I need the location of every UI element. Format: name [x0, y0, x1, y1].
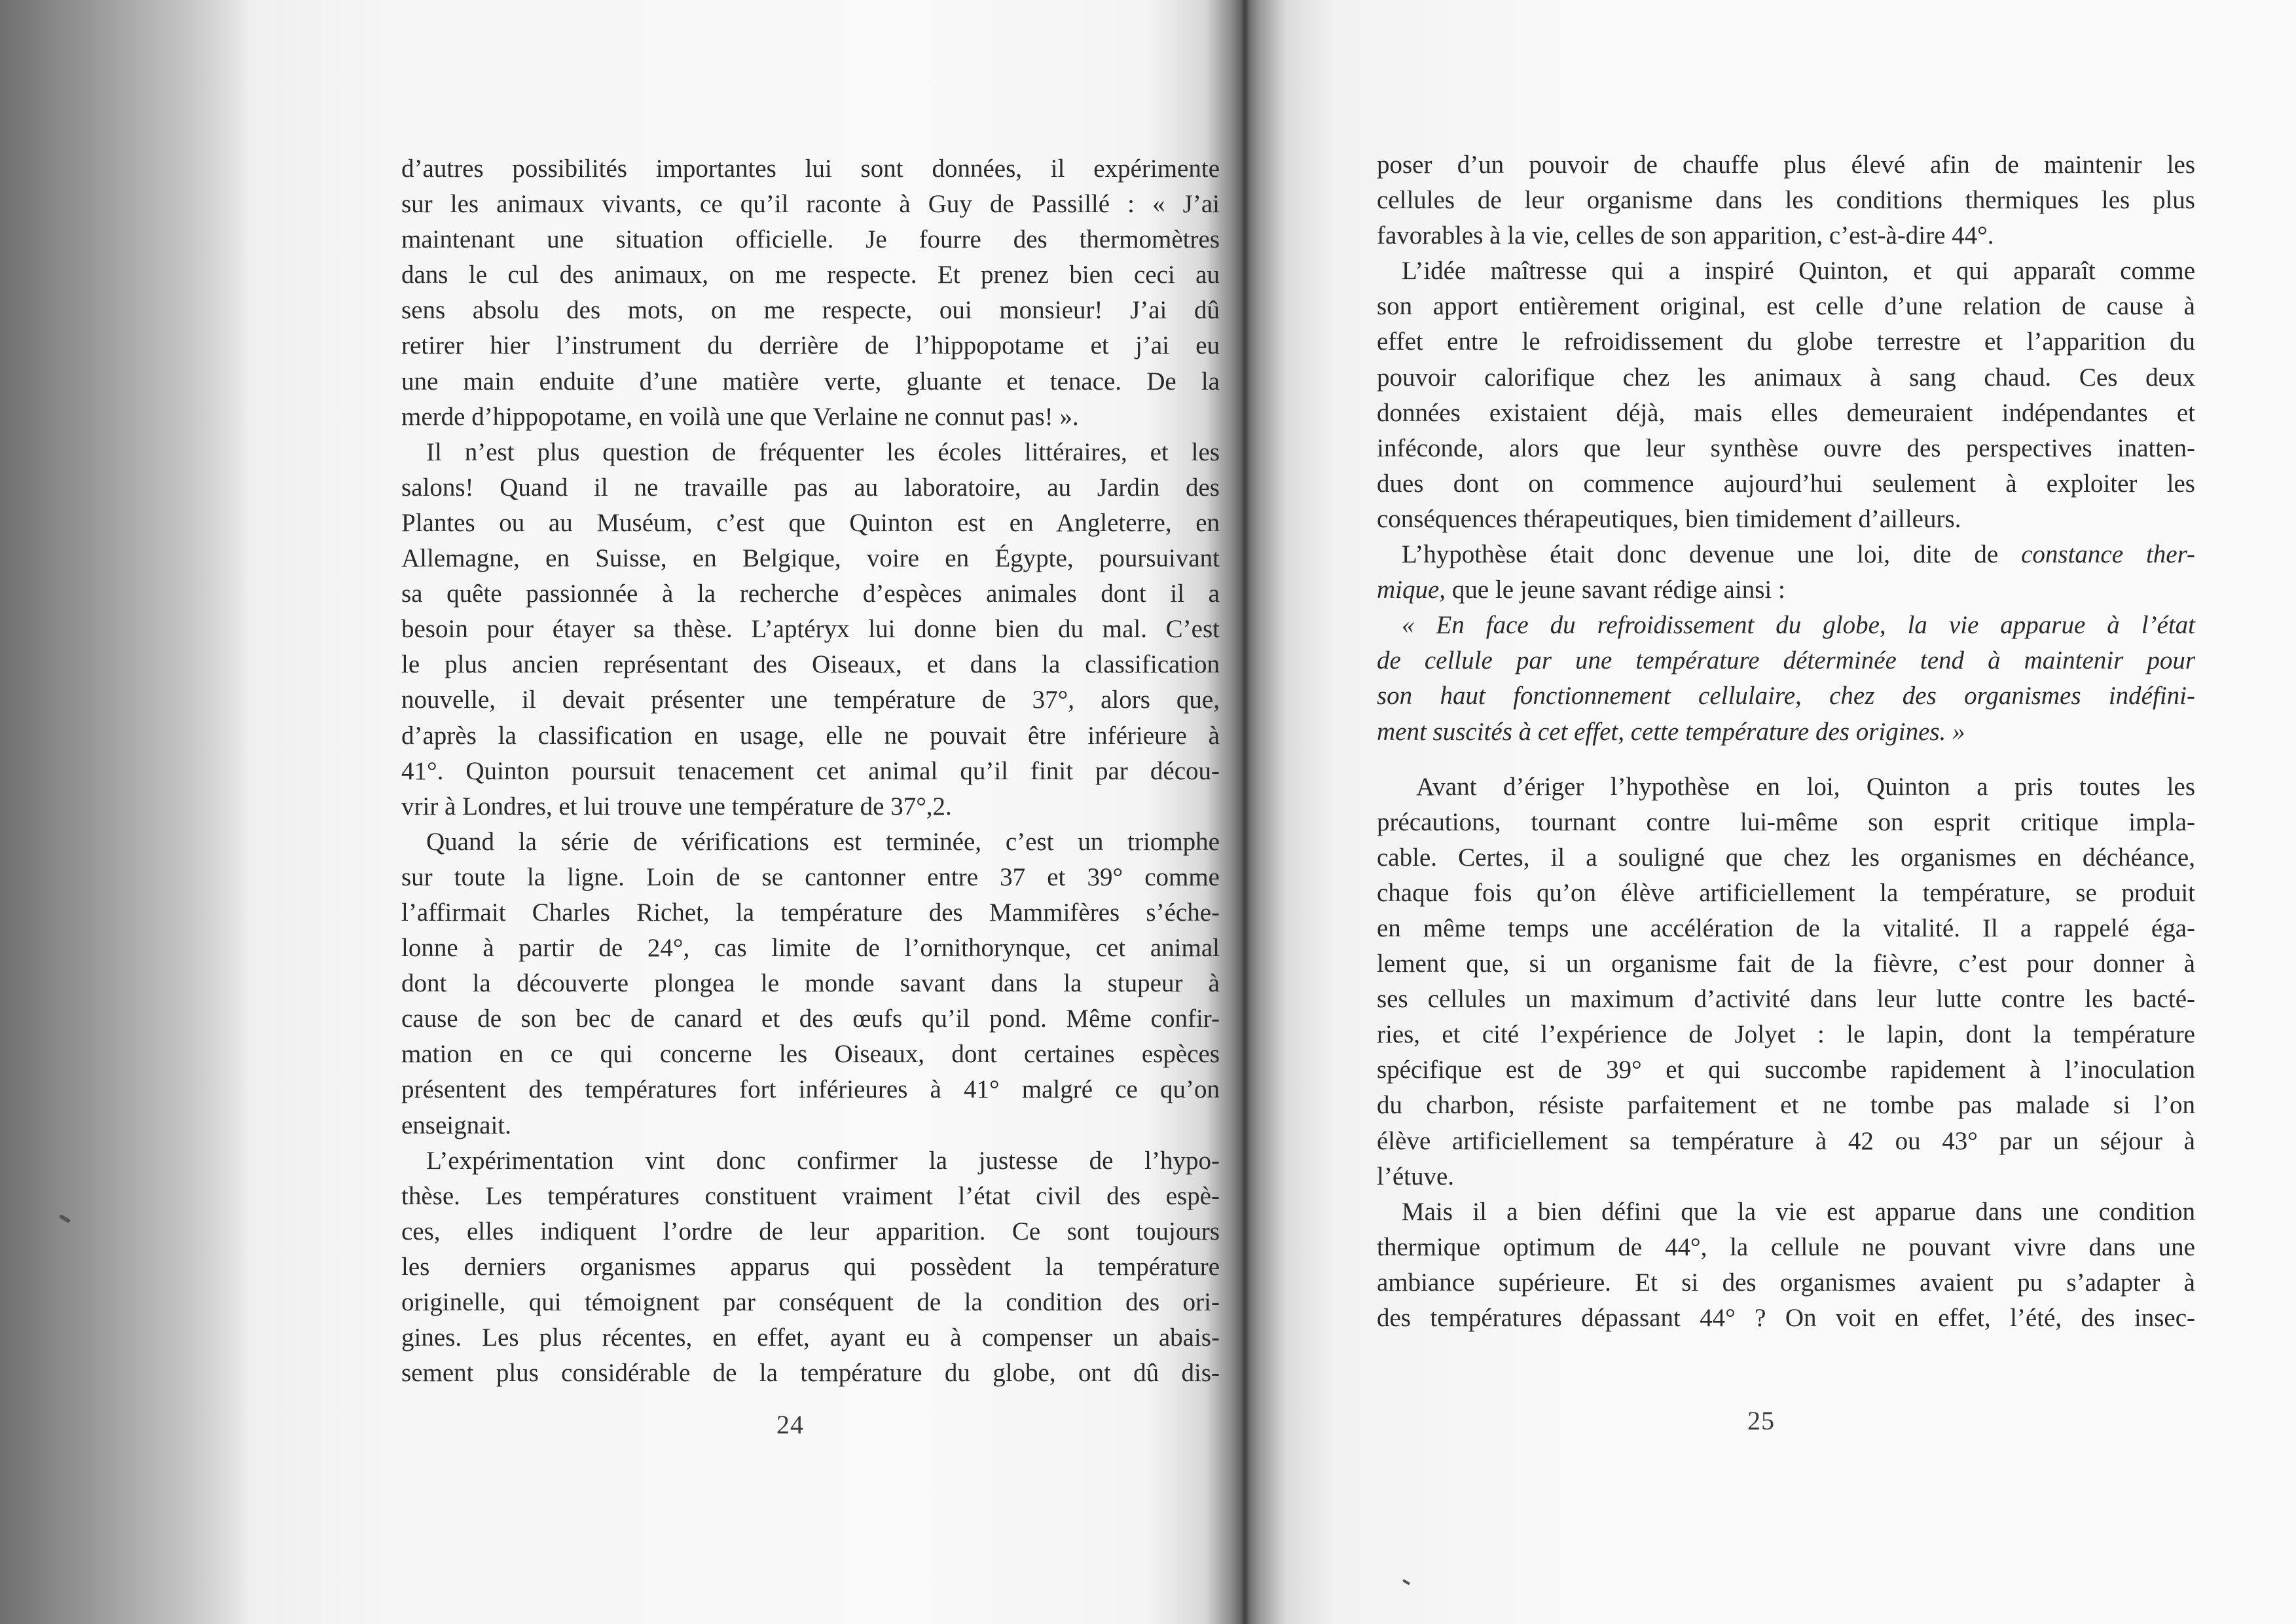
text-line: Allemagne, en Suisse, en Belgique, voire en Égypte, poursuivant	[401, 544, 1220, 573]
text-line: des températures dépassant 44° ? On voit en effet, l’été, des insec-	[1377, 1304, 2195, 1332]
text-line: sa quête passionnée à la recherche d’espèces animales dont il a	[401, 580, 1220, 608]
text-line: Quand la série de vérifications est terminée, c’est un triomphe	[426, 827, 1220, 856]
text-line: précautions, tournant contre lui-même son esprit critique impla-	[1377, 807, 2195, 836]
text-line: L’expérimentation vint donc confirmer la justesse de l’hypo-	[426, 1146, 1220, 1175]
text-line: L’idée maîtresse qui a inspiré Quinton, et qui apparaît comme	[1402, 257, 2195, 286]
text-line: enseignait.	[401, 1111, 511, 1139]
text-line: thèse. Les températures constituent vraiment l’état civil des espè-	[401, 1181, 1220, 1210]
text-line: l’étuve.	[1377, 1162, 1455, 1190]
text-line: spécifique est de 39° et qui succombe rapidement à l’inoculation	[1377, 1056, 2195, 1084]
hypothesis-term: constance ther-	[2021, 540, 2195, 569]
text-line: les derniers organismes apparus qui possèdent la température	[401, 1252, 1220, 1281]
text-line: thermique optimum de 44°, la cellule ne pouvant vivre dans une	[1377, 1232, 2195, 1261]
text-line: dans le cul des animaux, on me respecte. Et prenez bien ceci au	[401, 261, 1220, 289]
book-gutter	[1241, 0, 1250, 1624]
text-line: merde d’hippopotame, en voilà une que Verlaine ne connut pas! ».	[401, 402, 1079, 431]
left-page-text	[401, 151, 1220, 1391]
text-line: chaque fois qu’on élève artificiellement la température, se produit	[1377, 878, 2195, 907]
text-line: une main enduite d’une matière verte, gluante et tenace. De la	[401, 367, 1220, 396]
text-line: conséquences thérapeutiques, bien timidement d’ailleurs.	[1377, 504, 1961, 533]
quote-line: « En face du refroidissement du globe, la vie apparue à l’état	[1402, 611, 2195, 640]
text-line: ambiance supérieure. Et si des organismes avaient pu s’adapter à	[1377, 1268, 2195, 1297]
text-line: d’autres possibilités importantes lui sont données, il expérimente	[401, 155, 1220, 183]
text-line: 41°. Quinton poursuit tenacement cet animal qu’il finit par décou-	[401, 756, 1220, 785]
right-page	[1250, 0, 2296, 1624]
hypothesis-suffix: que le jeune savant rédige ainsi :	[1446, 576, 1785, 604]
text-line: le plus ancien représentant des Oiseaux, et dans la classification	[401, 650, 1220, 679]
text-line: sur toute la ligne. Loin de se cantonner entre 37 et 39° comme	[401, 862, 1220, 891]
text-line: élève artificiellement sa température à 42 ou 43° par un séjour à	[1377, 1126, 2195, 1155]
quote-line: ment suscités à cet effet, cette température des origines. »	[1377, 717, 1965, 746]
text-line: nouvelle, il devait présenter une température de 37°, alors que,	[401, 686, 1220, 714]
text-line: effet entre le refroidissement du globe terrestre et l’apparition du	[1377, 327, 2195, 356]
quote-line: son haut fonctionnement cellulaire, chez des organismes indéfini-	[1377, 682, 2195, 710]
text-line: lement que, si un organisme fait de la fièvre, c’est pour donner à	[1377, 950, 2195, 978]
text-line: ries, et cité l’expérience de Jolyet : le lapin, dont la température	[1377, 1020, 2195, 1049]
text-line: maintenant une situation officielle. Je fourre des thermomètres	[401, 225, 1220, 254]
text-line: cause de son bec de canard et des œufs qu’il pond. Même confir-	[401, 1005, 1220, 1033]
page-number: 25	[1747, 1406, 1775, 1435]
text-line: vrir à Londres, et lui trouve une température de 37°,2.	[401, 792, 952, 821]
page-number: 24	[776, 1410, 804, 1439]
text-line: l’affirmait Charles Richet, la température des Mammifères s’éche-	[401, 898, 1220, 927]
text-line: gines. Les plus récentes, en effet, ayant eu à compenser un abais-	[401, 1323, 1220, 1352]
text-line: ses cellules un maximum d’activité dans leur lutte contre les bacté-	[1377, 985, 2195, 1014]
text-line: sur les animaux vivants, ce qu’il raconte à Guy de Passillé : « J’ai	[401, 190, 1220, 219]
left-page	[249, 0, 1241, 1624]
text-line: d’après la classification en usage, elle ne pouvait être inférieure à	[401, 721, 1220, 750]
text-line: salons! Quand il ne travaille pas au laboratoire, au Jardin des	[401, 473, 1220, 502]
text-line: originelle, qui témoignent par conséquent de la condition des ori-	[401, 1288, 1220, 1316]
text-line: Mais il a bien défini que la vie est apparue dans une condition	[1402, 1197, 2195, 1226]
text-line: pouvoir calorifique chez les animaux à sang chaud. Ces deux	[1377, 363, 2195, 392]
text-line: présentent des températures fort inférieures à 41° malgré ce qu’on	[401, 1075, 1220, 1104]
text-line: retirer hier l’instrument du derrière de l’hippopotame et j’ai eu	[401, 331, 1220, 360]
text-line: mation en ce qui concerne les Oiseaux, dont certaines espèces	[401, 1040, 1220, 1069]
text-line: son apport entièrement original, est celle d’une relation de cause à	[1377, 292, 2195, 321]
text-line: lonne à partir de 24°, cas limite de l’ornithorynque, cet animal	[401, 934, 1220, 963]
hypothesis-line	[1377, 537, 2195, 572]
quote-line: de cellule par une température déterminée tend à maintenir pour	[1377, 646, 2195, 675]
text-line: favorables à la vie, celles de son apparition, c’est-à-dire 44°.	[1377, 221, 1994, 250]
text-line: cellules de leur organisme dans les conditions thermiques les plus	[1377, 186, 2195, 215]
text-line: Plantes ou au Muséum, c’est que Quinton est en Angleterre, en	[401, 508, 1220, 537]
text-line: poser d’un pouvoir de chauffe plus élevé afin de maintenir les	[1377, 151, 2195, 179]
text-line: dont la découverte plongea le monde savant dans la stupeur à	[401, 969, 1220, 998]
text-line: Il n’est plus question de fréquenter les écoles littéraires, et les	[426, 437, 1220, 466]
text-line: inféconde, alors que leur synthèse ouvre des perspectives inatten-	[1377, 434, 2195, 462]
text-line: sement plus considérable de la température du globe, ont dû dis-	[401, 1359, 1220, 1388]
text-line: besoin pour étayer sa thèse. L’aptéryx lui donne bien du mal. C’est	[401, 615, 1220, 644]
text-line: Avant d’ériger l’hypothèse en loi, Quinton a pris toutes les	[1416, 772, 2195, 801]
text-line: sens absolu des mots, on me respecte, oui monsieur! J’ai dû	[401, 296, 1220, 325]
left-edge-shadow	[0, 0, 249, 1624]
text-line: données existaient déjà, mais elles demeuraient indépendantes et	[1377, 398, 2195, 427]
paragraph-gap	[1377, 750, 2195, 769]
text-line: cable. Certes, il a souligné que chez les organismes en déchéance,	[1377, 843, 2195, 872]
text-line: dues dont on commence aujourd’hui seulement à exploiter les	[1377, 469, 2195, 498]
text-line: en même temps une accélération de la vitalité. Il a rappelé éga-	[1377, 913, 2195, 942]
hypothesis-prefix: L’hypothèse était donc devenue une loi, dite de	[1402, 540, 2022, 569]
hypothesis-term: mique,	[1377, 576, 1446, 604]
text-line: ces, elles indiquent l’ordre de leur apparition. Ce sont toujours	[401, 1217, 1220, 1246]
hypothesis-line	[1377, 572, 2195, 608]
text-line: du charbon, résiste parfaitement et ne tombe pas malade si l’on	[1377, 1091, 2195, 1120]
right-page-text	[1377, 147, 2195, 1336]
